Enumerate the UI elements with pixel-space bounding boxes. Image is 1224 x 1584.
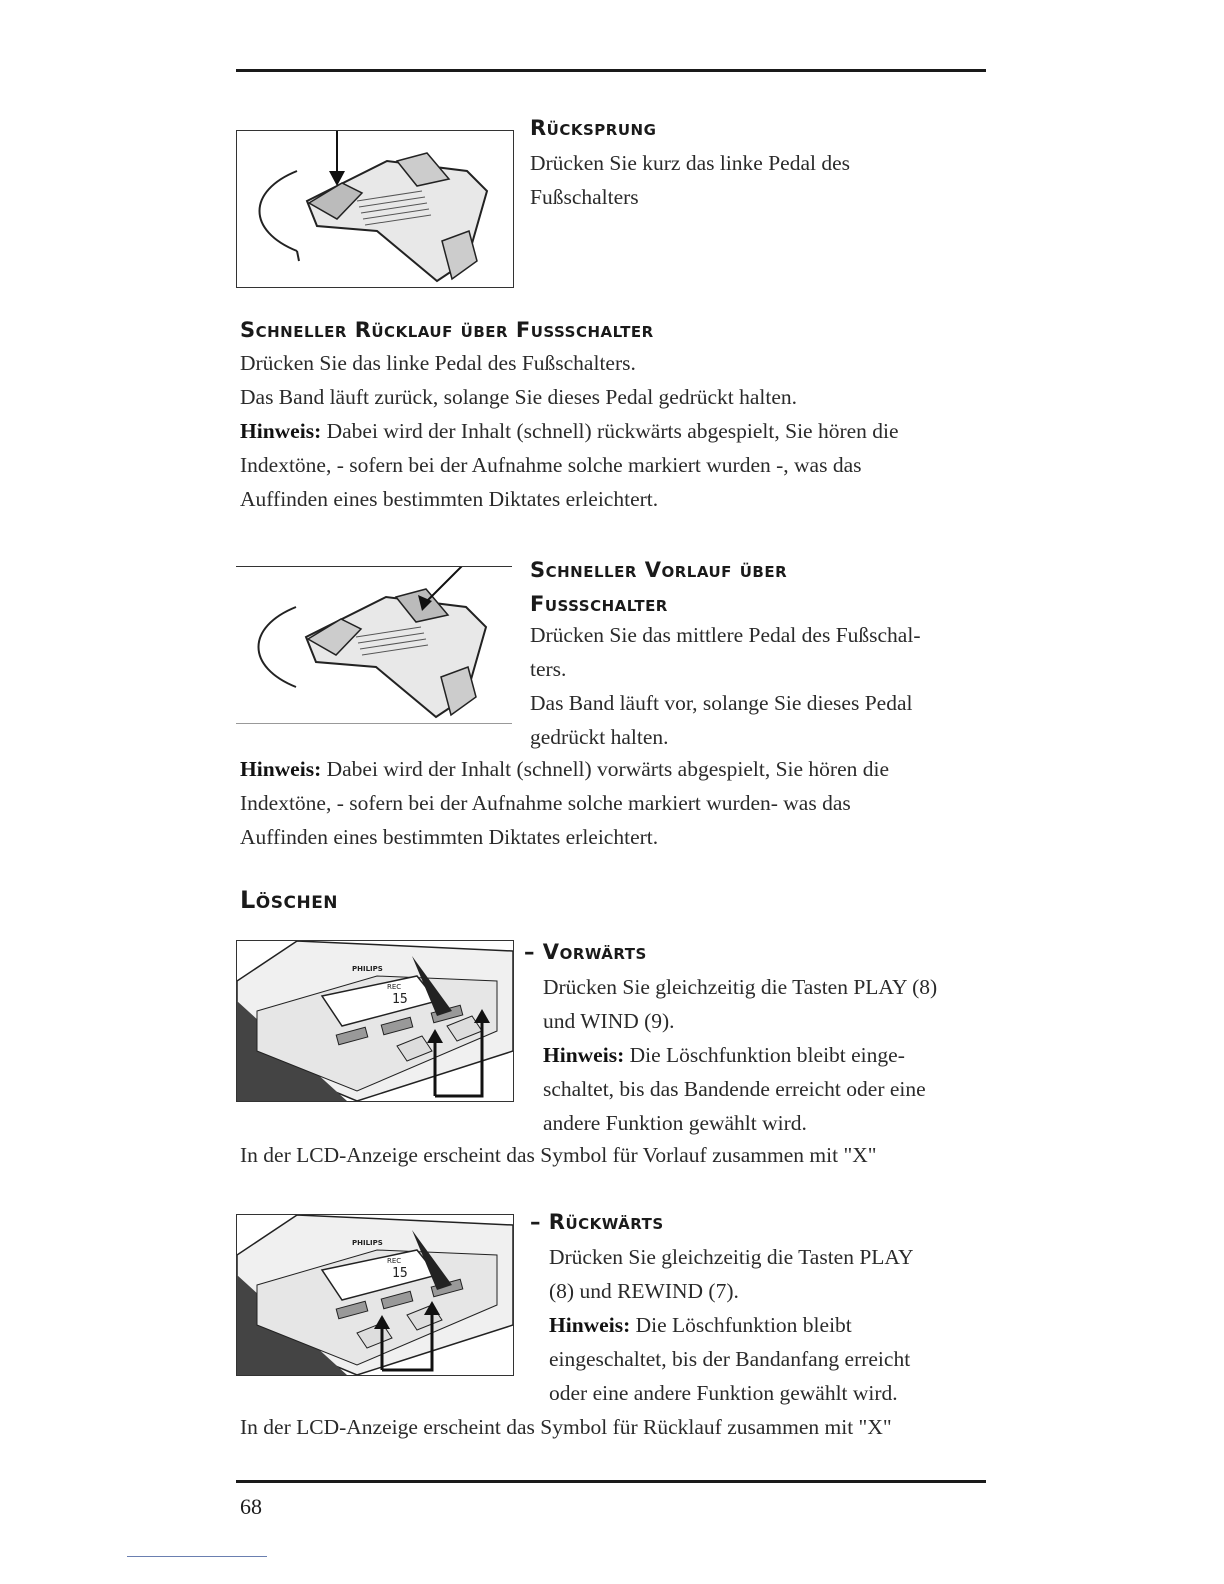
schneller-vorlauf-hint-line-3: Auffinden eines bestimmten Diktates erleichtert.	[240, 825, 659, 849]
lcd-rec: REC	[387, 1257, 402, 1265]
heading-ruecksprung: Rücksprung	[530, 116, 657, 140]
rueckwaerts-line-2: (8) und REWIND (7).	[549, 1279, 739, 1303]
vorwaerts-hint-line-3: andere Funktion gewählt wird.	[543, 1111, 807, 1135]
heading-schneller-vorlauf-line-2: Fussschalter	[530, 592, 668, 616]
rueckwaerts-hint-line-3: oder eine andere Funktion gewählt wird.	[549, 1381, 898, 1405]
hint-label: Hinweis:	[240, 757, 322, 781]
vorwaerts-line-1: Drücken Sie gleichzeitig die Tasten PLAY (8)	[543, 975, 938, 999]
rueckwaerts-hint-line-2: eingeschaltet, bis der Bandanfang erreicht	[549, 1347, 911, 1371]
lcd-counter: 15	[392, 992, 408, 1007]
schneller-ruecklauf-line-2: Das Band läuft zurück, solange Sie dieses Pedal gedrückt halten.	[240, 385, 798, 409]
schneller-vorlauf-line-4: gedrückt halten.	[530, 725, 669, 749]
top-rule	[236, 69, 986, 72]
schneller-ruecklauf-hint-line-2: Indextöne, - sofern bei der Aufnahme solche markiert wurden -, was das	[240, 453, 862, 477]
hint-label: Hinweis:	[543, 1043, 625, 1067]
hint-first-line: Die Löschfunktion bleibt einge-	[624, 1043, 905, 1067]
device-erase-backward-illustration	[236, 1214, 514, 1376]
ruecksprung-line-1: Drücken Sie kurz das linke Pedal des	[530, 151, 851, 175]
page-number: 68	[240, 1494, 262, 1519]
schneller-vorlauf-line-2: ters.	[530, 657, 567, 681]
heading-loeschen: Löschen	[240, 886, 339, 914]
rueckwaerts-line-1: Drücken Sie gleichzeitig die Tasten PLAY	[549, 1245, 914, 1269]
device-brand: PHILIPS	[352, 965, 383, 973]
lcd-counter: 15	[392, 1266, 408, 1281]
schneller-vorlauf-line-1: Drücken Sie das mittlere Pedal des Fußschal-	[530, 623, 921, 647]
footswitch-middle-pedal-illustration	[236, 566, 512, 724]
hint-label: Hinweis:	[549, 1313, 631, 1337]
bottom-rule	[236, 1480, 986, 1483]
rueckwaerts-lcd-note: In der LCD-Anzeige erscheint das Symbol für Rücklauf zusammen mit "X"	[240, 1415, 892, 1439]
rueckwaerts-text	[549, 1240, 914, 1410]
hint-first-line: Dabei wird der Inhalt (schnell) rückwärts abgespielt, Sie hören die	[321, 419, 899, 443]
vorwaerts-hint-line-2: schaltet, bis das Bandende erreicht oder eine	[543, 1077, 926, 1101]
heading-schneller-vorlauf	[530, 553, 787, 621]
schneller-vorlauf-line-3: Das Band läuft vor, solange Sie dieses Pedal	[530, 691, 913, 715]
vorwaerts-line-2: und WIND (9).	[543, 1009, 675, 1033]
hint-first-line: Dabei wird der Inhalt (schnell) vorwärts abgespielt, Sie hören die	[321, 757, 890, 781]
footswitch-left-pedal-illustration	[236, 130, 514, 288]
lcd-rec: REC	[387, 983, 402, 991]
schneller-ruecklauf-line-1: Drücken Sie das linke Pedal des Fußschalters.	[240, 351, 636, 375]
vorwaerts-text	[543, 970, 937, 1140]
schneller-ruecklauf-hint-line-3: Auffinden eines bestimmten Diktates erleichtert.	[240, 487, 659, 511]
hint-label: Hinweis:	[240, 419, 322, 443]
ruecksprung-text	[530, 146, 850, 214]
heading-schneller-ruecklauf: Schneller Rücklauf über Fussschalter	[240, 318, 654, 342]
hint-first-line: Die Löschfunktion bleibt	[630, 1313, 852, 1337]
schneller-vorlauf-hint	[240, 752, 985, 854]
schneller-ruecklauf-hint	[240, 414, 985, 448]
footer-link-line	[127, 1556, 267, 1557]
schneller-vorlauf-text	[530, 618, 921, 754]
schneller-ruecklauf-text	[240, 346, 985, 516]
device-brand: PHILIPS	[352, 1239, 383, 1247]
heading-vorwaerts: – Vorwärts	[524, 940, 647, 964]
heading-rueckwaerts: – Rückwärts	[530, 1210, 664, 1234]
ruecksprung-line-2: Fußschalters	[530, 185, 639, 209]
device-erase-forward-illustration	[236, 940, 514, 1102]
vorwaerts-lcd-note: In der LCD-Anzeige erscheint das Symbol für Vorlauf zusammen mit "X"	[240, 1143, 877, 1167]
heading-schneller-vorlauf-line-1: Schneller Vorlauf über	[530, 558, 788, 582]
schneller-vorlauf-hint-line-2: Indextöne, - sofern bei der Aufnahme solche markiert wurden- was das	[240, 791, 851, 815]
